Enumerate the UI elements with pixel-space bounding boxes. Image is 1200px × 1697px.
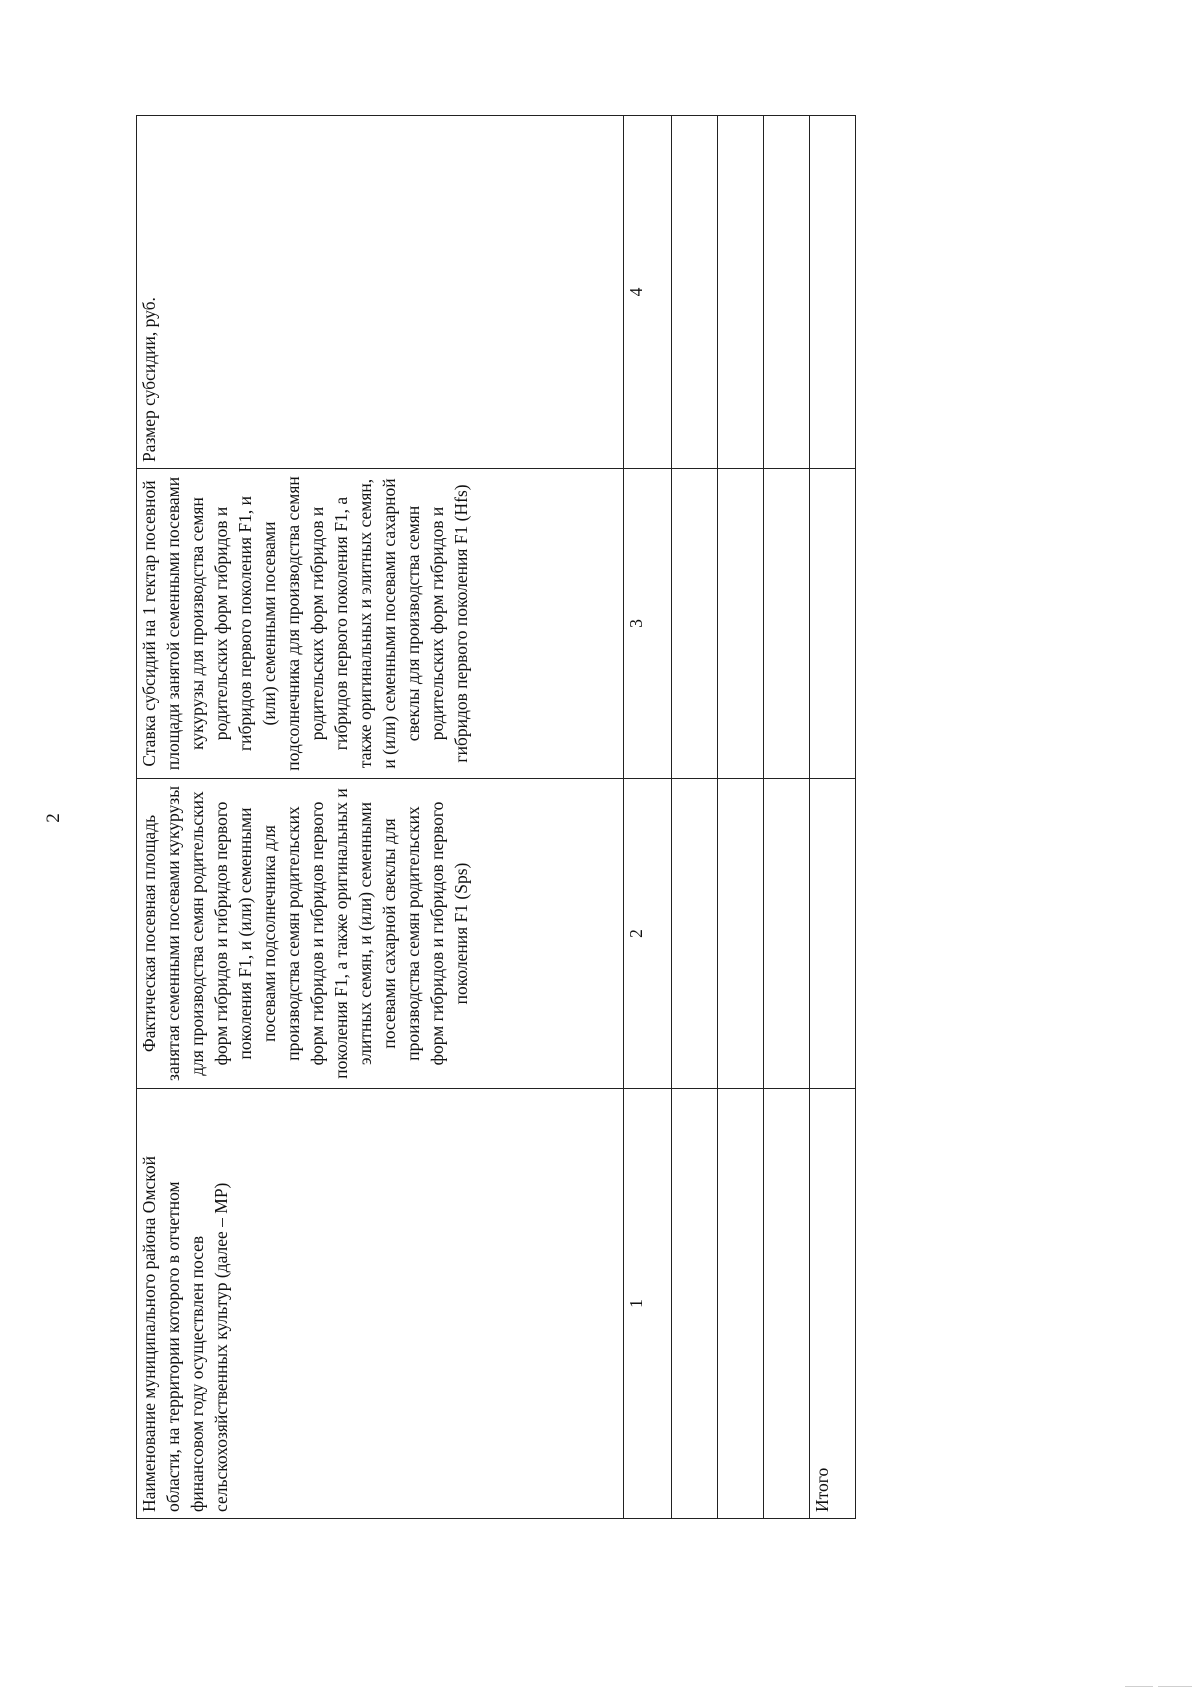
table-cell — [810, 469, 856, 779]
header-actual-sown-area: Фактическая посевная площадь занятая семенными посевами кукурузы для производства семян родительских форм гибридов и гибридов первого поколения F1, и (или) семенными посевами подсолнечника для производства семян родительских форм гибридов и гибридов первого поколения F1, а также оригинальных и элитных семян, и (или) семенными посевами сахарной свеклы для производства семян родительских форм гибридов и гибридов первого поколения F1 (Sps) — [137, 779, 624, 1089]
table-cell — [718, 1089, 764, 1519]
table-row — [764, 116, 810, 1519]
table-row — [718, 116, 764, 1519]
table-cell — [764, 1089, 810, 1519]
table-cell — [810, 116, 856, 469]
table-cell — [672, 1089, 718, 1519]
header-row — [137, 116, 624, 1519]
column-number-2: 2 — [624, 779, 672, 1089]
header-municipal-district: Наименование муниципального района Омской области, на территории которого в отчетном финансовом году осуществлен посев сельскохозяйственных культур (далее – МР) — [137, 1089, 624, 1519]
rotated-table-stage — [136, 116, 832, 1519]
scan-artifact-line — [1125, 1686, 1153, 1687]
table-cell — [672, 779, 718, 1089]
column-number-3: 3 — [624, 469, 672, 779]
scan-artifact-line — [1158, 1686, 1192, 1687]
table-cell — [764, 116, 810, 469]
table-cell — [718, 469, 764, 779]
table-cell — [672, 469, 718, 779]
page-number: 2 — [43, 813, 64, 823]
column-number-row — [624, 116, 672, 1519]
total-label: Итого — [810, 1089, 856, 1519]
table-cell — [810, 779, 856, 1089]
total-row — [810, 116, 856, 1519]
table-cell — [764, 779, 810, 1089]
table-cell — [672, 116, 718, 469]
table-cell — [718, 779, 764, 1089]
header-subsidy-amount: Размер субсидии, руб. — [137, 116, 624, 469]
header-subsidy-rate: Ставка субсидий на 1 гектар посевной площади занятой семенными посевами кукурузы для производства семян родительских форм гибридов и гибридов первого поколения F1, и (или) семенными посевами подсолнечника для производства семян родительских форм гибридов и гибридов первого поколения F1, а также оригинальных и элитных семян, и (или) семенными посевами сахарной свеклы для производства семян родительских форм гибридов и гибридов первого поколения F1 (Hfs) — [137, 469, 624, 779]
table-cell — [764, 469, 810, 779]
column-number-4: 4 — [624, 116, 672, 469]
subsidy-table — [136, 115, 856, 1519]
table-row — [672, 116, 718, 1519]
table-cell — [718, 116, 764, 469]
column-number-1: 1 — [624, 1089, 672, 1519]
